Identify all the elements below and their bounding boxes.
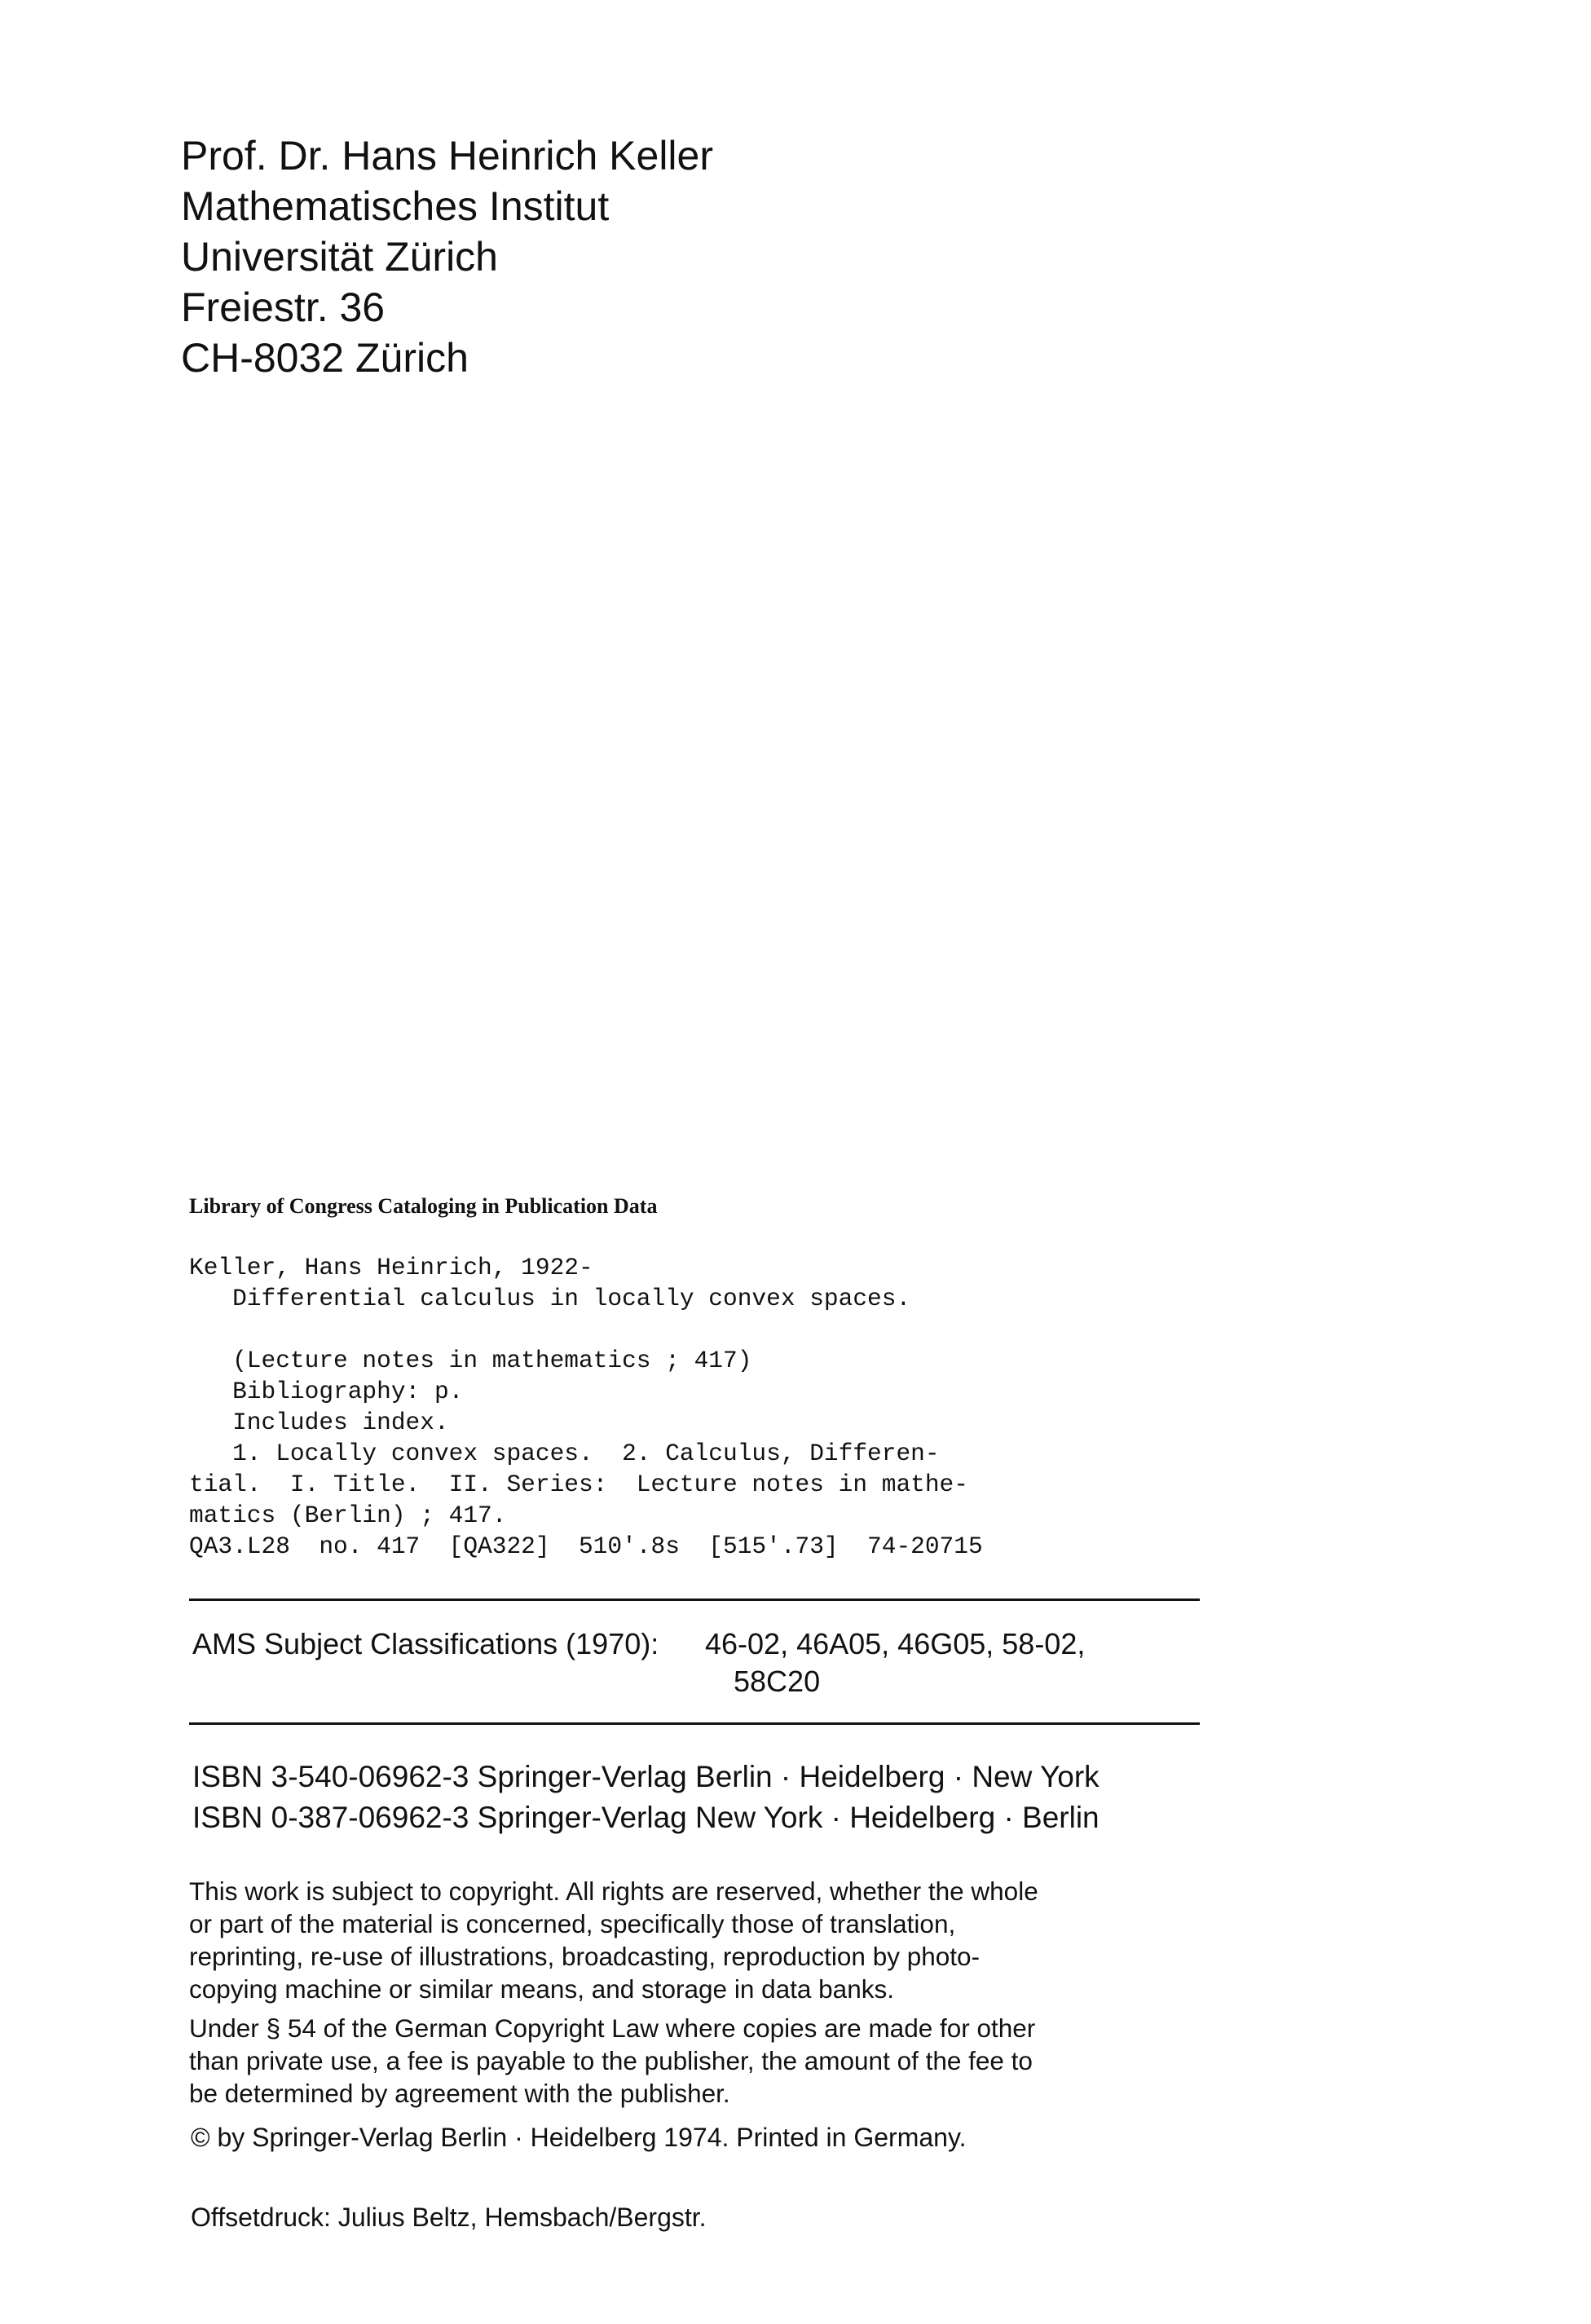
ams-codes-line1: 46-02, 46A05, 46G05, 58-02,	[705, 1627, 1086, 1660]
cataloging-line: Keller, Hans Heinrich, 1922-	[189, 1254, 593, 1281]
fee-text-line: than private use, a fee is payable to the publisher, the amount of the fee to	[189, 2046, 1033, 2075]
cataloging-line: Includes index.	[189, 1409, 449, 1436]
cataloging-line: Bibliography: p.	[189, 1378, 464, 1405]
ams-label: AMS Subject Classifications (1970):	[192, 1627, 659, 1660]
cataloging-line: matics (Berlin) ; 417.	[189, 1502, 507, 1529]
isbn-line: ISBN 3-540-06962-3 Springer-Verlag Berlin · Heidelberg · New York	[192, 1760, 1100, 1793]
street-line: Freiestr. 36	[181, 284, 386, 330]
institute-line: Mathematisches Institut	[181, 183, 610, 229]
cataloging-line: Differential calculus in locally convex spaces.	[189, 1285, 911, 1312]
isbn-line: ISBN 0-387-06962-3 Springer-Verlag New York · Heidelberg · Berlin	[192, 1801, 1100, 1834]
fee-text-line: be determined by agreement with the publisher.	[189, 2079, 730, 2108]
cataloging-call-number: QA3.L28 no. 417 [QA322] 510'.8s [515'.73] 74-20715	[189, 1532, 983, 1560]
copyright-text-line: copying machine or similar means, and storage in data banks.	[189, 1974, 894, 2004]
university-line: Universität Zürich	[181, 234, 498, 280]
ams-codes-line2: 58C20	[734, 1665, 821, 1698]
cataloging-line: 1. Locally convex spaces. 2. Calculus, Differen-	[189, 1440, 940, 1467]
copyright-line: © by Springer-Verlag Berlin · Heidelberg 1974. Printed in Germany.	[191, 2123, 967, 2152]
fee-text-line: Under § 54 of the German Copyright Law where copies are made for other	[189, 2013, 1036, 2043]
divider-top	[189, 1599, 1200, 1601]
printer-line: Offsetdruck: Julius Beltz, Hemsbach/Bergstr.	[191, 2203, 707, 2232]
copyright-text-line: This work is subject to copyright. All rights are reserved, whether the whole	[189, 1876, 1038, 1906]
cataloging-line: tial. I. Title. II. Series: Lecture notes in mathe-	[189, 1471, 968, 1498]
cataloging-line: (Lecture notes in mathematics ; 417)	[189, 1347, 752, 1374]
copyright-text-line: or part of the material is concerned, specifically those of translation,	[189, 1909, 956, 1938]
copyright-text-line: reprinting, re-use of illustrations, broadcasting, reproduction by photo-	[189, 1942, 981, 1971]
author-name: Prof. Dr. Hans Heinrich Keller	[181, 133, 714, 179]
divider-bottom	[189, 1722, 1200, 1725]
city-line: CH-8032 Zürich	[181, 335, 469, 381]
cataloging-heading: Library of Congress Cataloging in Publication Data	[189, 1194, 658, 1218]
